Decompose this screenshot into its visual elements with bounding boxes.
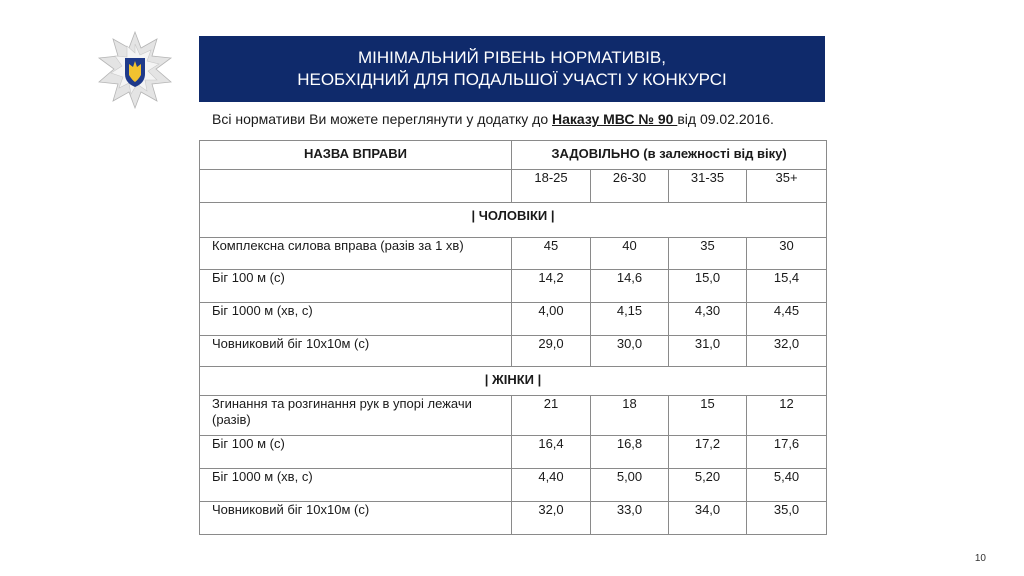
table-row xyxy=(200,238,827,270)
norm-value: 4,45 xyxy=(747,303,827,336)
exercise-name: Біг 100 м (с) xyxy=(200,270,512,303)
norms-table xyxy=(199,140,827,535)
police-emblem-icon xyxy=(95,30,175,110)
table-header-row xyxy=(200,141,827,170)
norm-value: 14,6 xyxy=(591,270,669,303)
exercise-name: Комплексна силова вправа (разів за 1 хв) xyxy=(200,238,512,270)
age-row-empty xyxy=(200,170,512,203)
norm-value: 5,00 xyxy=(591,469,669,502)
norm-value: 31,0 xyxy=(669,336,747,367)
exercise-name: Човниковий біг 10х10м (с) xyxy=(200,336,512,367)
exercise-name: Біг 1000 м (хв, с) xyxy=(200,303,512,336)
norm-value: 4,00 xyxy=(512,303,591,336)
norm-value: 40 xyxy=(591,238,669,270)
table-row xyxy=(200,303,827,336)
norm-value: 4,30 xyxy=(669,303,747,336)
norm-value: 15,0 xyxy=(669,270,747,303)
norm-value: 14,2 xyxy=(512,270,591,303)
exercise-name: Біг 1000 м (хв, с) xyxy=(200,469,512,502)
header-satisfactory: ЗАДОВІЛЬНО (в залежності від віку) xyxy=(512,141,827,170)
norm-value: 4,40 xyxy=(512,469,591,502)
age-group: 35+ xyxy=(747,170,827,203)
page-title xyxy=(199,36,825,102)
norm-value: 12 xyxy=(747,396,827,436)
section-men-label: | ЧОЛОВІКИ | xyxy=(200,203,827,238)
section-women-row xyxy=(200,367,827,396)
norm-value: 33,0 xyxy=(591,502,669,535)
norm-value: 5,40 xyxy=(747,469,827,502)
norm-value: 35,0 xyxy=(747,502,827,535)
norm-value: 34,0 xyxy=(669,502,747,535)
header-exercise: НАЗВА ВПРАВИ xyxy=(200,141,512,170)
table-row xyxy=(200,336,827,367)
table-row xyxy=(200,502,827,535)
norm-value: 15 xyxy=(669,396,747,436)
order-link[interactable]: Наказу МВС № 90 xyxy=(552,111,678,127)
age-group: 18-25 xyxy=(512,170,591,203)
norm-value: 17,6 xyxy=(747,436,827,469)
age-row xyxy=(200,170,827,203)
norm-value: 35 xyxy=(669,238,747,270)
section-women-label: | ЖІНКИ | xyxy=(200,367,827,396)
exercise-name: Біг 100 м (с) xyxy=(200,436,512,469)
norm-value: 16,8 xyxy=(591,436,669,469)
subtitle-prefix: Всі нормативи Ви можете переглянути у додатку до xyxy=(212,111,552,127)
norm-value: 30,0 xyxy=(591,336,669,367)
norm-value: 16,4 xyxy=(512,436,591,469)
age-group: 26-30 xyxy=(591,170,669,203)
norm-value: 17,2 xyxy=(669,436,747,469)
age-group: 31-35 xyxy=(669,170,747,203)
norm-value: 29,0 xyxy=(512,336,591,367)
norm-value: 18 xyxy=(591,396,669,436)
title-line-2: НЕОБХІДНИЙ ДЛЯ ПОДАЛЬШОЇ УЧАСТІ У КОНКУРСІ xyxy=(297,70,727,89)
table-row xyxy=(200,469,827,502)
norm-value: 32,0 xyxy=(512,502,591,535)
page-number: 10 xyxy=(974,553,986,564)
section-men-row xyxy=(200,203,827,238)
norm-value: 21 xyxy=(512,396,591,436)
norm-value: 45 xyxy=(512,238,591,270)
exercise-name: Човниковий біг 10х10м (с) xyxy=(200,502,512,535)
exercise-name: Згинання та розгинання рук в упорі лежачи (разів) xyxy=(200,396,512,436)
table-row xyxy=(200,396,827,436)
table-row xyxy=(200,270,827,303)
title-line-1: МІНІМАЛЬНИЙ РІВЕНЬ НОРМАТИВІВ, xyxy=(358,48,666,67)
table-row xyxy=(200,436,827,469)
norm-value: 15,4 xyxy=(747,270,827,303)
subtitle xyxy=(212,111,774,127)
subtitle-suffix: від 09.02.2016. xyxy=(677,111,774,127)
norm-value: 30 xyxy=(747,238,827,270)
norm-value: 32,0 xyxy=(747,336,827,367)
norm-value: 4,15 xyxy=(591,303,669,336)
norm-value: 5,20 xyxy=(669,469,747,502)
